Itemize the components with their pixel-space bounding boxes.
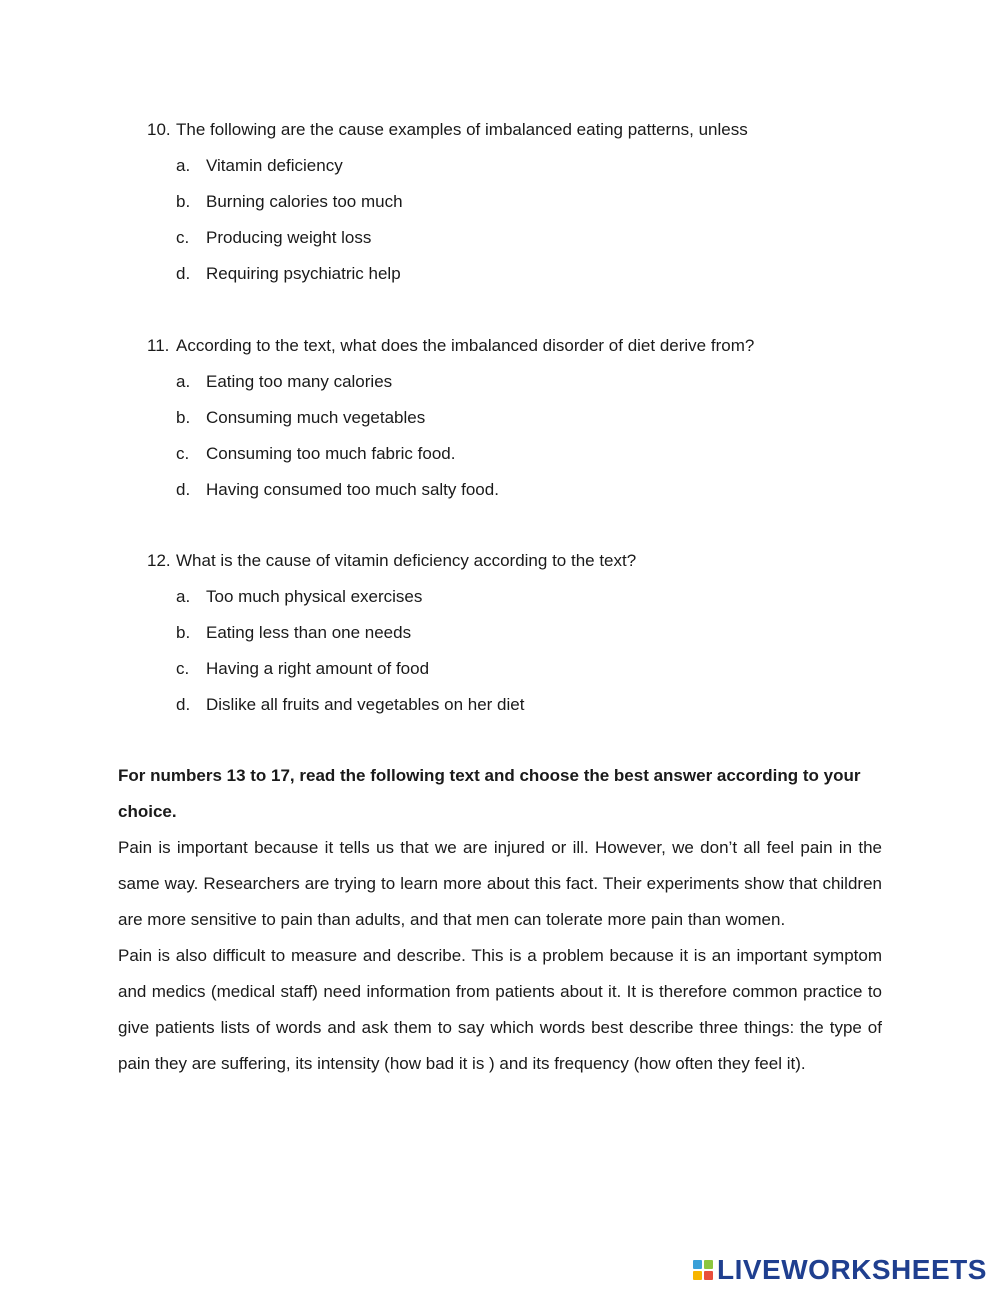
option-text: Having consumed too much salty food. <box>206 480 499 499</box>
option-letter: d. <box>176 695 191 714</box>
option-letter: c. <box>176 444 190 463</box>
option-text: Consuming too much fabric food. <box>206 444 456 463</box>
option-text: Eating too many calories <box>206 372 393 391</box>
reading-passage <box>118 830 882 1082</box>
question-stem <box>147 119 907 155</box>
option-a[interactable] <box>147 371 907 407</box>
logo-mark-square <box>704 1271 713 1280</box>
option-letter: a. <box>176 372 191 391</box>
logo-mark-square <box>704 1260 713 1269</box>
option-d[interactable] <box>147 263 907 299</box>
option-letter: a. <box>176 587 191 606</box>
option-text: Burning calories too much <box>206 192 403 211</box>
option-letter: d. <box>176 264 191 283</box>
option-c[interactable] <box>147 658 907 694</box>
option-text: Requiring psychiatric help <box>206 264 401 283</box>
option-b[interactable] <box>147 407 907 443</box>
option-letter: b. <box>176 192 191 211</box>
logo-text: LIVEWORKSHEETS <box>717 1254 987 1285</box>
option-b[interactable] <box>147 622 907 658</box>
option-text: Having a right amount of food <box>206 659 430 678</box>
logo-mark-square <box>693 1260 702 1269</box>
option-a[interactable] <box>147 155 907 191</box>
question-number: 10. <box>147 120 171 139</box>
option-letter: b. <box>176 623 191 642</box>
option-text: Eating less than one needs <box>206 623 412 642</box>
option-letter: a. <box>176 156 191 175</box>
option-text: Producing weight loss <box>206 228 372 247</box>
section-instruction: For numbers 13 to 17, read the following text and choose the best answer according to your choice. <box>118 766 861 821</box>
option-letter: c. <box>176 659 190 678</box>
option-d[interactable] <box>147 479 907 515</box>
passage-paragraph-1: Pain is important because it tells us that we are injured or ill. However, we don’t all feel pain in the same way. Researchers are trying to learn more about this fact. Their experiments show that children are more sensitive to pain than adults, and that men can tolerate more pain than women. <box>118 838 882 929</box>
question-stem <box>147 550 907 586</box>
option-a[interactable] <box>147 586 907 622</box>
question-number: 11. <box>147 336 170 355</box>
option-text: Too much physical exercises <box>206 587 423 606</box>
question-stem <box>147 335 907 371</box>
option-b[interactable] <box>147 191 907 227</box>
question-text: According to the text, what does the imbalanced disorder of diet derive from? <box>176 336 755 355</box>
option-text: Consuming much vegetables <box>206 408 426 427</box>
option-c[interactable] <box>147 443 907 479</box>
question-12 <box>147 550 907 730</box>
question-number: 12. <box>147 551 171 570</box>
logo-mark-icon <box>693 1260 713 1280</box>
option-text: Dislike all fruits and vegetables on her diet <box>206 695 525 714</box>
question-11 <box>147 335 907 515</box>
option-c[interactable] <box>147 227 907 263</box>
option-letter: b. <box>176 408 191 427</box>
question-text: The following are the cause examples of imbalanced eating patterns, unless <box>176 120 748 139</box>
option-text: Vitamin deficiency <box>206 156 343 175</box>
option-letter: c. <box>176 228 190 247</box>
option-d[interactable] <box>147 694 907 730</box>
passage-paragraph-2: Pain is also difficult to measure and describe. This is a problem because it is an important symptom and medics (medical staff) need information from patients about it. It is therefore common practice to give patients lists of words and ask them to say which words best describe three things: the type of pain they are suffering, its intensity (how bad it is ) and its frequency (how often they feel it). <box>118 946 882 1073</box>
logo-mark-square <box>693 1271 702 1280</box>
question-10 <box>147 119 907 299</box>
question-text: What is the cause of vitamin deficiency according to the text? <box>176 551 637 570</box>
liveworksheets-logo <box>693 1253 987 1287</box>
option-letter: d. <box>176 480 191 499</box>
